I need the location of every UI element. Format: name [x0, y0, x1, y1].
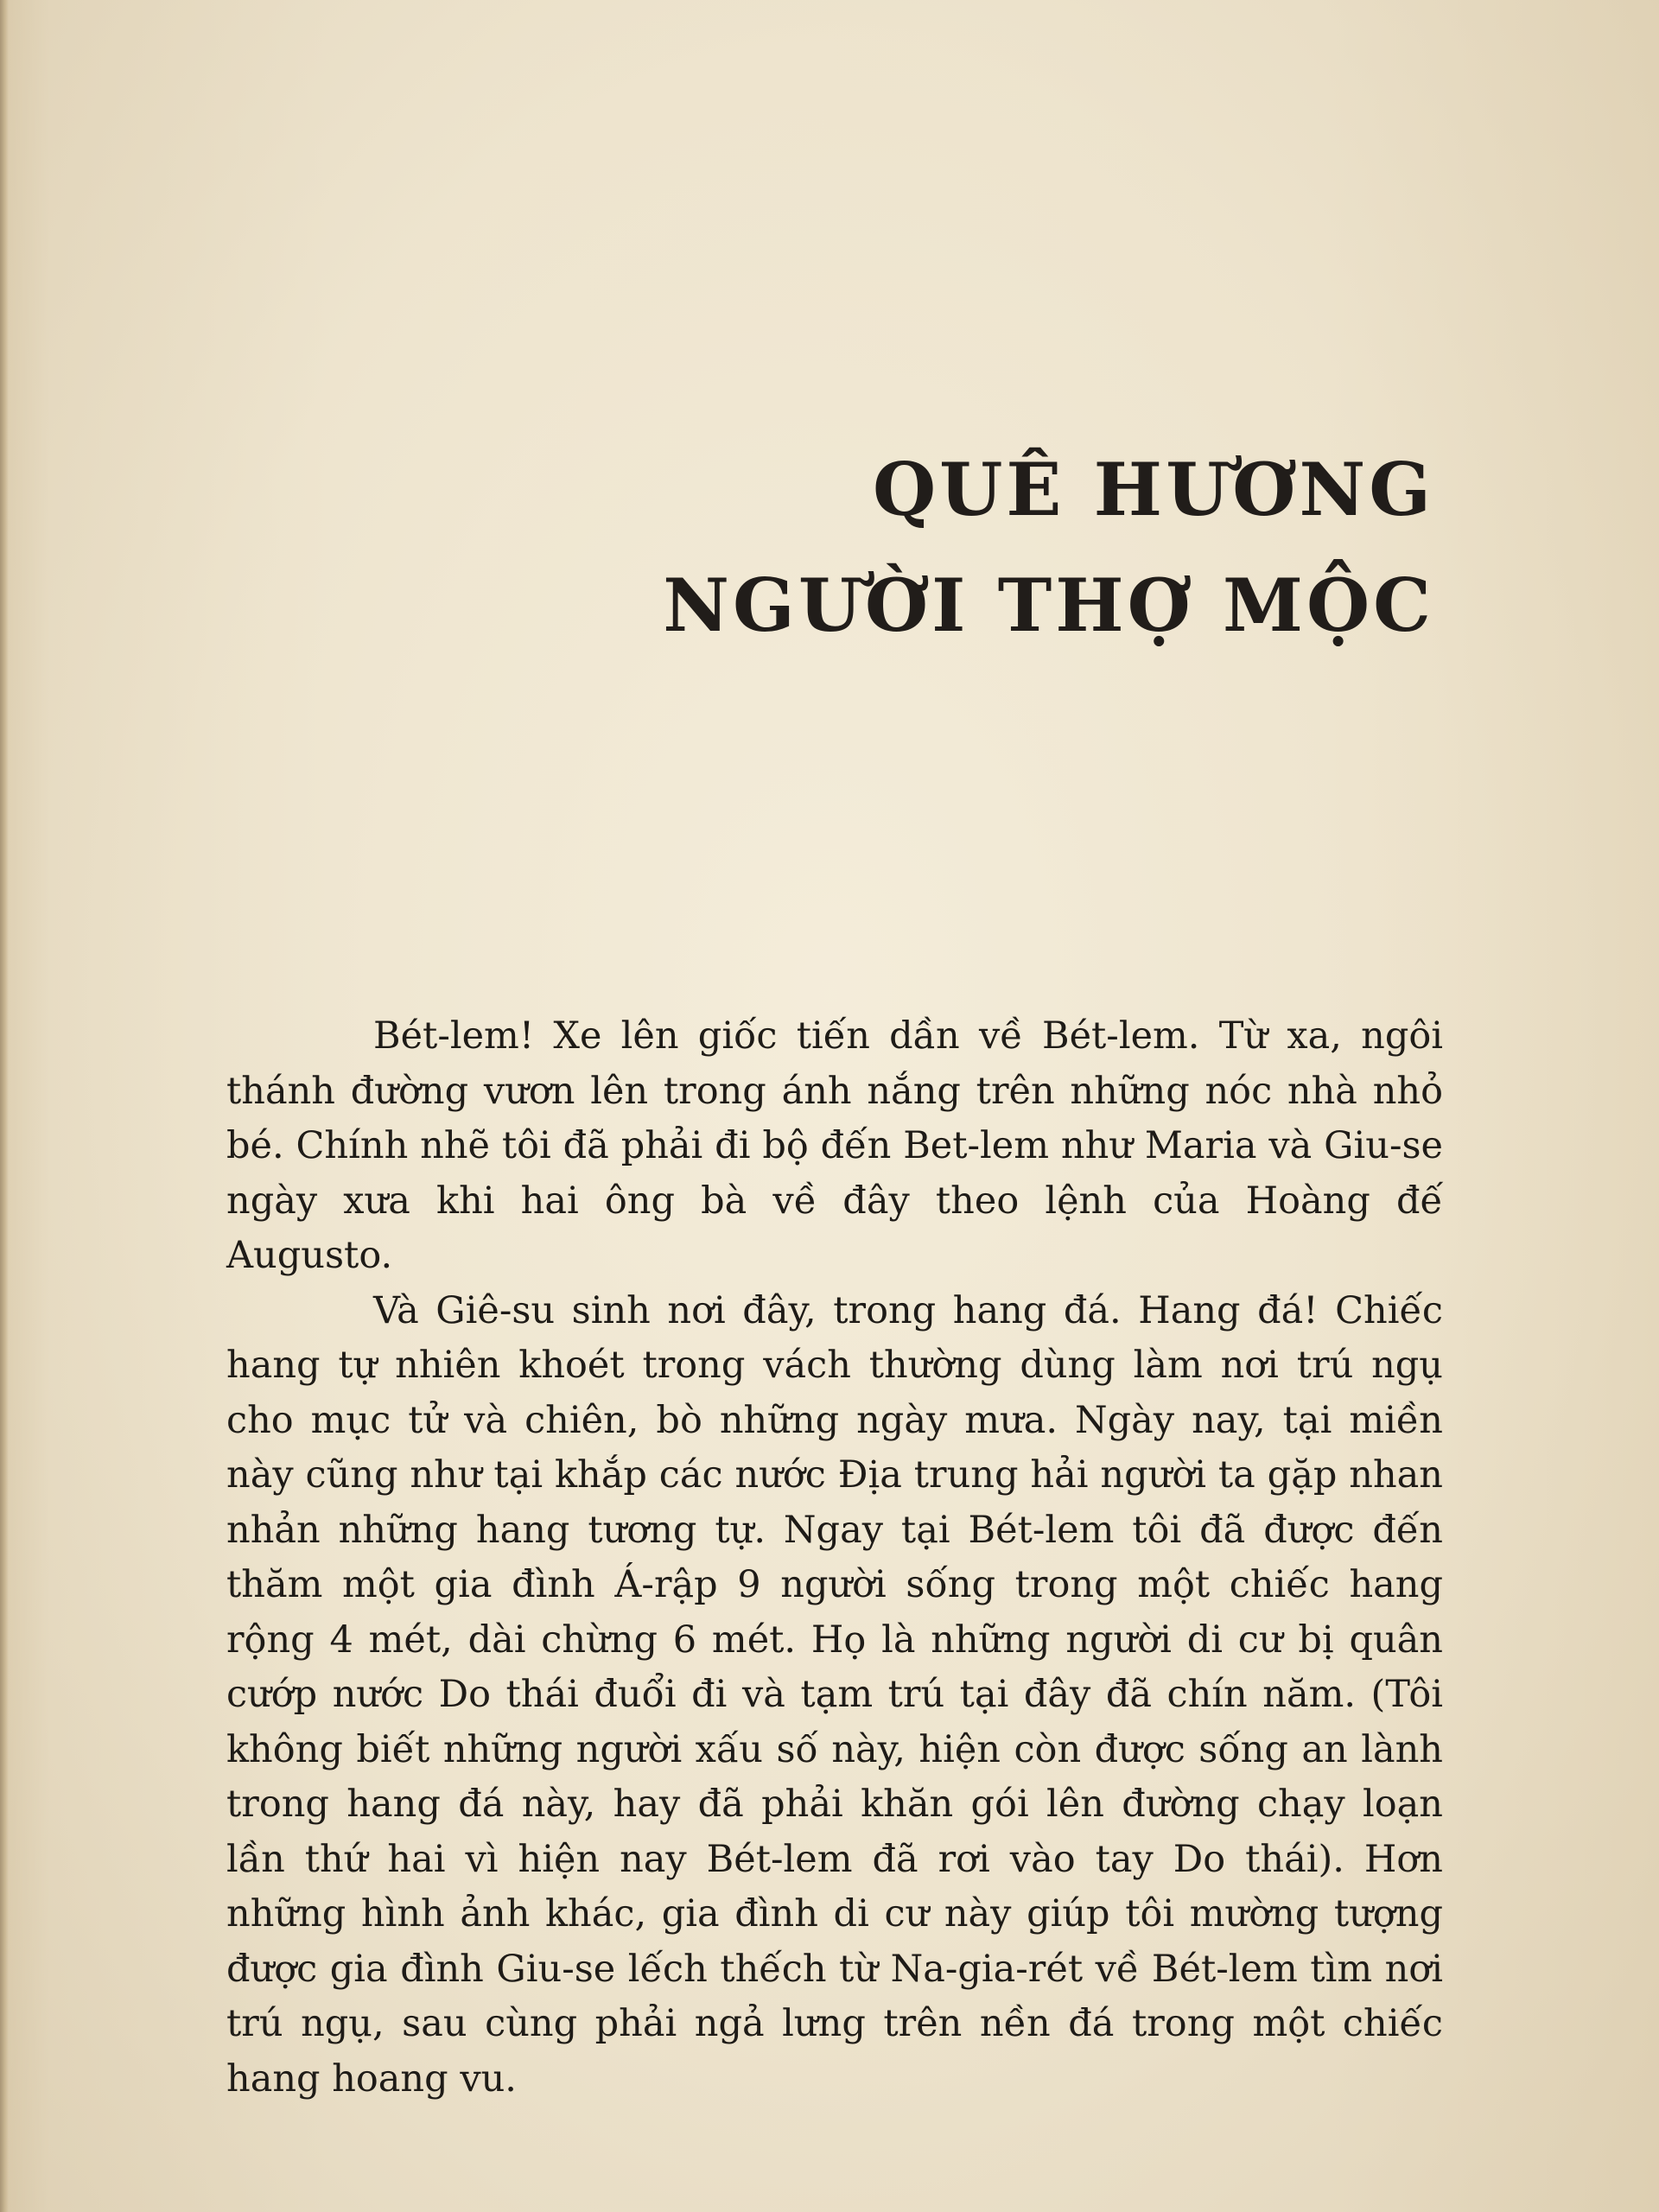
paragraph-1: Bét-lem! Xe lên giốc tiến dần về Bét-lem. Từ xa, ngôi thánh đường vươn lên trong ánh nắng trên những nóc nhà nhỏ bé. Chính nhẽ tôi đã phải đi bộ đến Bet-lem như Maria và Giu-se ngày xưa khi hai ông bà về đây theo lệnh của Hoàng đế Augusto. — [226, 1014, 1443, 1277]
paragraph-2: Và Giê-su sinh nơi đây, trong hang đá. Hang đá! Chiếc hang tự nhiên khoét trong vách thường dùng làm nơi trú ngụ cho mục tử và chiên, bò những ngày mưa. Ngày nay, tại miền này cũng như tại khắp các nước Địa trung hải người ta gặp nhan nhản những hang tương tự. Ngay tại Bét-lem tôi đã được đến thăm một gia đình Á-rập 9 người sống trong một chiếc hang rộng 4 mét, dài chừng 6 mét. Họ là những người di cư bị quân cướp nước Do thái đuổi đi và tạm trú tại đây đã chín năm. (Tôi không biết những người xấu số này, hiện còn được sống an lành trong hang đá này, hay đã phải khăn gói lên đường chạy loạn lần thứ hai vì hiện nay Bét-lem đã rơi vào tay Do thái). Hơn những hình ảnh khác, gia đình di cư này giúp tôi mường tượng được gia đình Giu-se lếch thếch từ Na-gia-rét về Bét-lem tìm nơi trú ngụ, sau cùng phải ngả lưng trên nền đá trong một chiếc hang hoang vu. — [226, 1288, 1443, 2101]
chapter-title-line-2: NGƯỜI THỢ MỘC — [663, 563, 1434, 648]
page-binding-edge — [0, 0, 9, 2212]
body-text — [226, 1009, 1443, 2107]
chapter-title — [663, 432, 1434, 664]
chapter-title-line-1: QUÊ HƯƠNG — [872, 447, 1434, 532]
